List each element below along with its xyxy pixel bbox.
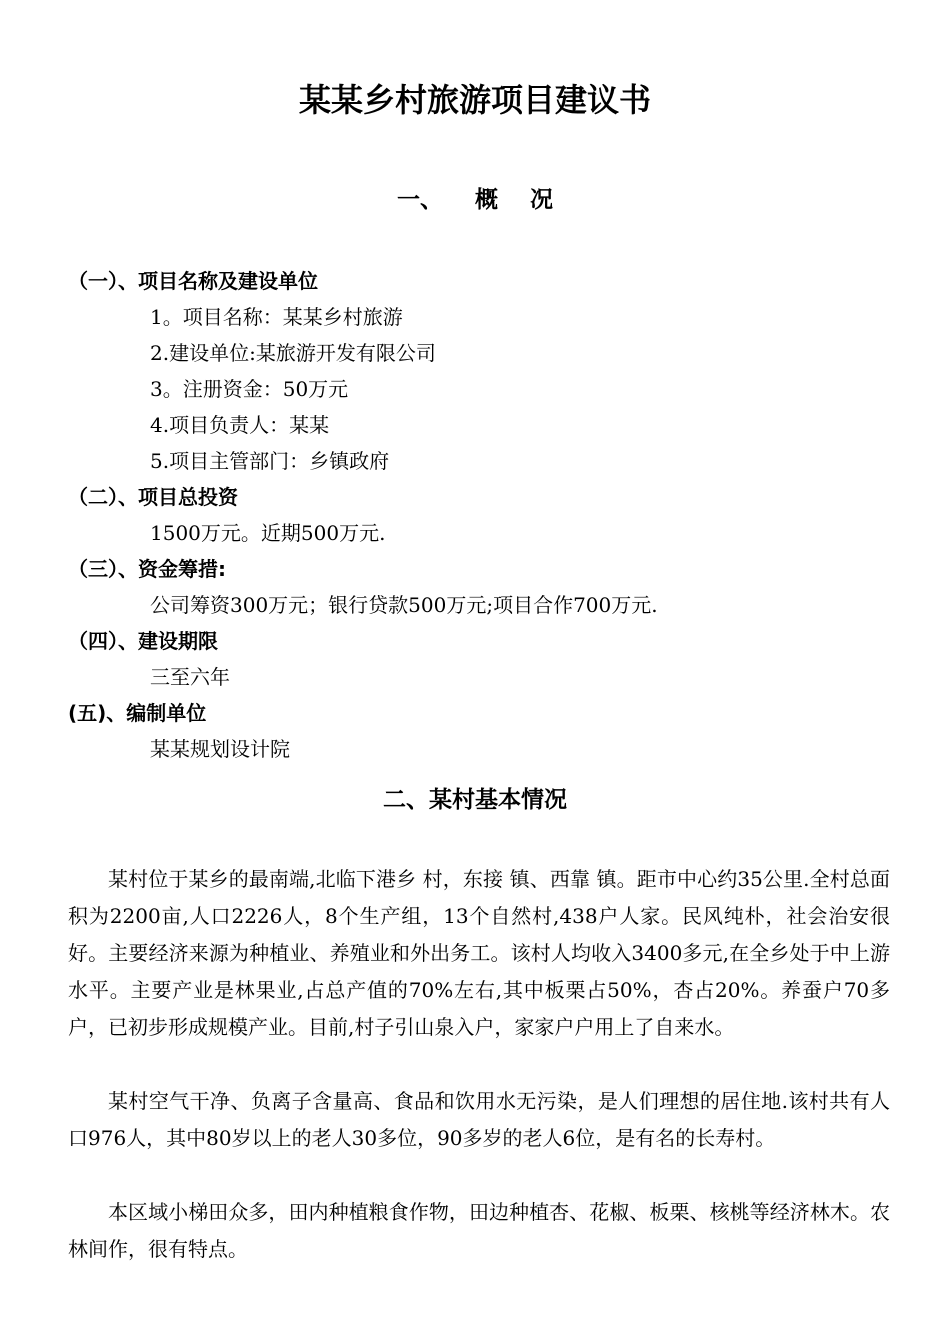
village-overview-paragraph: 某村位于某乡的最南端,北临下港乡 村，东接 镇、西靠 镇。距市中心约35公里.全村总面积为2200亩,人口2226人，8个生产组，13个自然村,438户人家。民风纯朴，社会治安很好。主要经济来源为种植业、养殖业和外出务工。该村人均收入3400多元,在全乡处于中上游水平。主要产业是林果业,占总产值的70%左右,其中板栗占50%，杏占20%。养蚕户70多户，已初步形成规模产业。目前,村子引山泉入户，家家户户用上了自来水。 (68, 867, 890, 1039)
funding-text: 公司筹资300万元；银行贷款500万元;项目合作700万元. (150, 593, 658, 617)
builder-item: 2.建设单位:某旅游开发有限公司 (150, 341, 436, 365)
document-title: 某某乡村旅游项目建议书 (298, 81, 651, 119)
section-1-heading: 一、 概 况 (396, 187, 554, 213)
total-investment-text: 1500万元。近期500万元. (150, 521, 386, 545)
subsection-5-heading: (五)、编制单位 (68, 701, 207, 725)
project-leader-item: 4.项目负责人：某某 (150, 413, 330, 437)
registered-capital-item: 3。注册资金：50万元 (150, 377, 349, 401)
compiler-text: 某某规划设计院 (150, 737, 290, 761)
subsection-3-heading: （三）、资金筹措: (68, 557, 226, 581)
project-name-item: 1。项目名称：某某乡村旅游 (150, 305, 403, 329)
environment-paragraph: 某村空气干净、负离子含量高、食品和饮用水无污染，是人们理想的居住地.该村共有人口976人，其中80岁以上的老人30多位，90多岁的老人6位，是有名的长寿村。 (68, 1089, 890, 1150)
subsection-1-heading: （一）、项目名称及建设单位 (68, 269, 318, 293)
supervisor-item: 5.项目主管部门：乡镇政府 (150, 449, 390, 473)
construction-period-text: 三至六年 (150, 665, 230, 689)
section-2-heading: 二、某村基本情况 (383, 787, 567, 813)
subsection-2-heading: （二）、项目总投资 (68, 485, 238, 509)
terraces-paragraph: 本区域小梯田众多，田内种植粮食作物，田边种植杏、花椒、板栗、核桃等经济林木。农林间作，很有特点。 (68, 1200, 890, 1261)
subsection-4-heading: （四）、建设期限 (68, 629, 218, 653)
